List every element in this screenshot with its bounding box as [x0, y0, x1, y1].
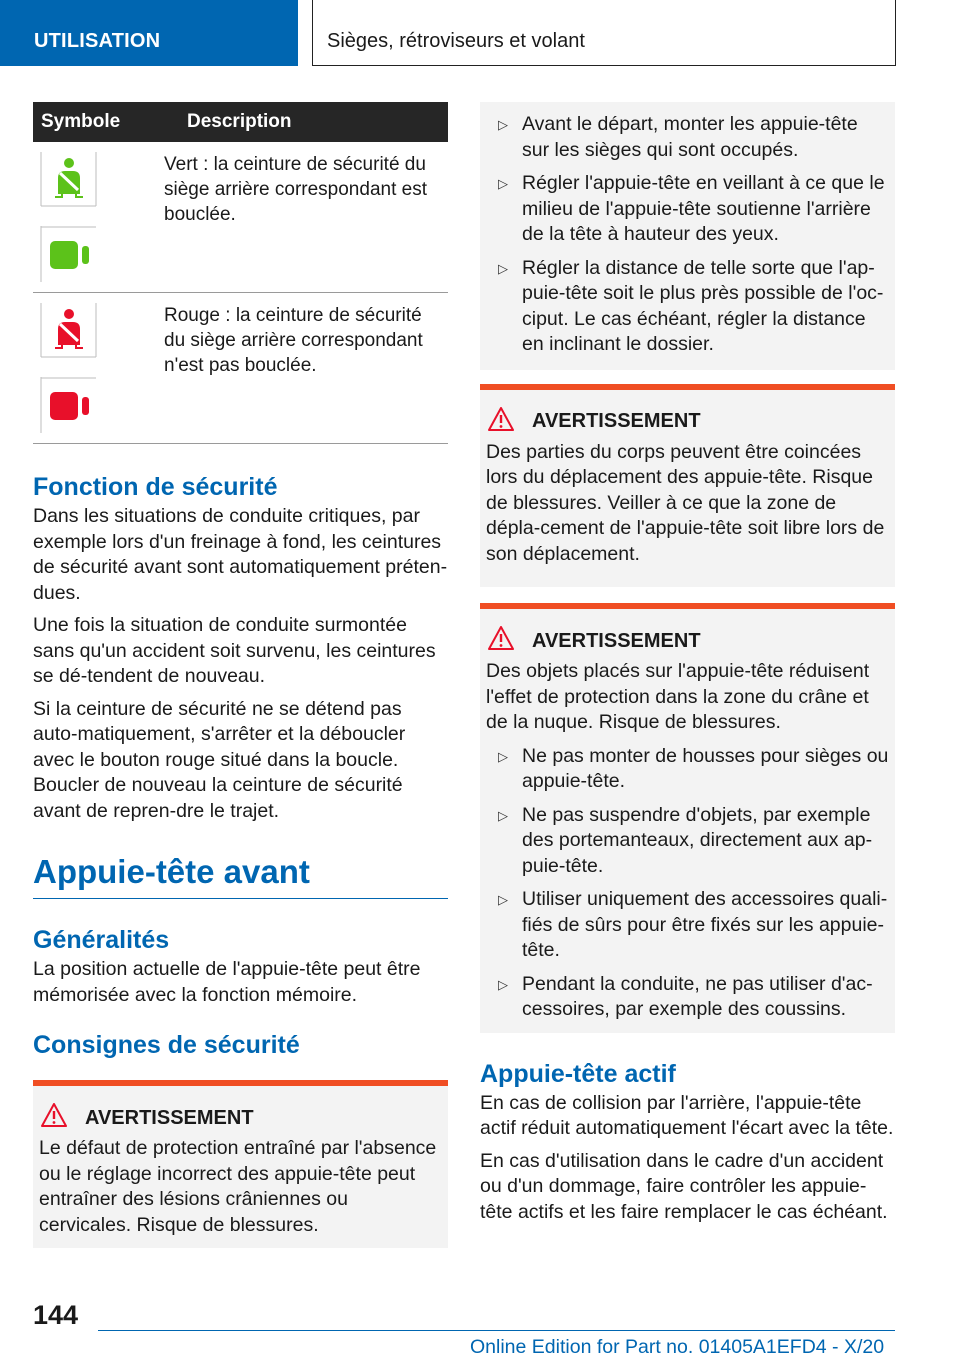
section-heading-generalites: Généralités [33, 926, 170, 954]
table-header-symbol: Symbole [33, 102, 157, 142]
table-header-description: Description [157, 102, 448, 142]
section-heading-actif: Appuie-tête actif [480, 1059, 676, 1088]
table-row [33, 142, 448, 293]
section-heading-consignes: Consignes de sécurité [33, 1031, 300, 1059]
warning-box [480, 384, 895, 588]
symbol-cell [33, 142, 157, 293]
footer-edition: Online Edition for Part no. 01405A1EFD4 - X/20 [470, 1336, 885, 1358]
warning-box [480, 603, 895, 1033]
header-section-tab: UTILISATION [0, 0, 298, 66]
paragraph: La position actuelle de l'appuie-tête peut être mémorisée avec la fonction mémoire. [33, 958, 421, 1006]
list-item: ▷ Ne pas suspendre d'objets, par exemple des portemanteaux, directement aux ap-puie-tête. [498, 803, 873, 877]
page-number: 144 [33, 1300, 79, 1330]
paragraph: En cas de collision par l'arrière, l'appuie-tête actif réduit automatiquement l'écart avec la tête. [480, 1091, 894, 1139]
list-item: ▷ Ne pas monter de housses pour sièges ou appuie-tête. [498, 744, 889, 792]
bullet-arrow-icon: ▷ [498, 976, 508, 992]
section-heading-fonction: Fonction de sécurité [33, 473, 278, 501]
rear-seat-green-indicator-icon [40, 226, 96, 282]
bullet-arrow-icon: ▷ [498, 176, 508, 191]
seatbelt-green-icon [40, 152, 96, 208]
header-chapter-title: Sièges, rétroviseurs et volant [312, 0, 896, 66]
bullet-arrow-icon: ▷ [498, 260, 508, 276]
bullet-arrow-icon: ▷ [498, 117, 508, 132]
warning-title [39, 1104, 442, 1132]
list-item: ▷ Utiliser uniquement des accessoires quali-fiés de sûrs pour être fixés sur les appuie-tête. [498, 888, 888, 961]
list-item: ▷ Régler la distance de telle sorte que l'ap-puie-tête soit le plus près possible de l'oc-ciput. Le cas échéant, régler la distance en inclinant le dossier. [498, 256, 884, 355]
symbol-cell [33, 293, 157, 444]
paragraph: Dans les situations de conduite critiques, par exemple lors d'un freinage à fond, les ceintures de sécurité avant sont automatiquement préten-dues. [33, 505, 448, 604]
warning-triangle-icon [488, 626, 514, 650]
warning-text: Le défaut de protection entraîné par l'absence ou le réglage incorrect des appuie-tête peut entraîner des lésions crâniennes ou cervicales. Risque de blessures. [39, 1137, 437, 1236]
symbol-table [33, 102, 448, 444]
warning-box [33, 1080, 448, 1248]
warning-text: Des objets placés sur l'appuie-tête réduisent l'effet de protection dans la zone du crâne et de la nuque. Risque de blessures. [486, 660, 870, 733]
warning-title-text: AVERTISSEMENT [532, 629, 701, 652]
bullet-arrow-icon: ▷ [498, 748, 508, 764]
instructions-box [480, 102, 895, 370]
warning-triangle-icon [41, 1103, 67, 1127]
warning-triangle-icon [488, 407, 514, 431]
table-row [33, 293, 448, 444]
bullet-arrow-icon: ▷ [498, 807, 508, 823]
left-column [33, 102, 448, 1248]
right-column [480, 102, 895, 1225]
warning-title [486, 408, 889, 436]
paragraph: En cas d'utilisation dans le cadre d'un accident ou d'un dommage, faire contrôler les appuie-tête actifs et les faire remplacer le cas échéant. [480, 1149, 888, 1223]
description-cell: Rouge : la ceinture de sécurité du siège arrière correspondant n'est pas bouclée. [157, 293, 448, 444]
rear-seat-red-indicator-icon [40, 377, 96, 433]
page-title: Appuie-tête avant [33, 853, 310, 890]
paragraph: Une fois la situation de conduite surmontée sans qu'un accident soit survenu, les ceintures se dé-tendent de nouveau. [33, 614, 436, 687]
warning-title-text: AVERTISSEMENT [85, 1106, 254, 1129]
seatbelt-red-icon [40, 303, 96, 359]
warning-title-text: AVERTISSEMENT [532, 410, 701, 432]
warning-text: Des parties du corps peuvent être coincées lors du déplacement des appuie-tête. Risque de blessures. Veiller à ce que la zone de dépla-cement de l'appuie-tête soit libre lors de son déplacement. [486, 440, 885, 565]
bullet-arrow-icon: ▷ [498, 892, 508, 907]
list-item: ▷ Pendant la conduite, ne pas utiliser d'ac-cessoires, par exemple des coussins. [498, 972, 873, 1020]
list-item: ▷ Avant le départ, monter les appuie-tête sur les sièges qui sont occupés. [498, 113, 858, 161]
footer-divider [98, 1330, 895, 1331]
warning-title [486, 627, 889, 655]
list-item: ▷ Régler l'appuie-tête en veillant à ce que le milieu de l'appuie-tête soutienne l'arrière de la tête à hauteur des yeux. [498, 172, 885, 245]
paragraph: Si la ceinture de sécurité ne se détend pas auto-matiquement, s'arrêter et la déboucler avec le bouton rouge situé dans la boucle. Boucler de nouveau la ceinture de sécurité avant de repren-dre le trajet. [33, 697, 406, 822]
description-cell: Vert : la ceinture de sécurité du siège arrière correspondant est bouclée. [157, 142, 448, 293]
